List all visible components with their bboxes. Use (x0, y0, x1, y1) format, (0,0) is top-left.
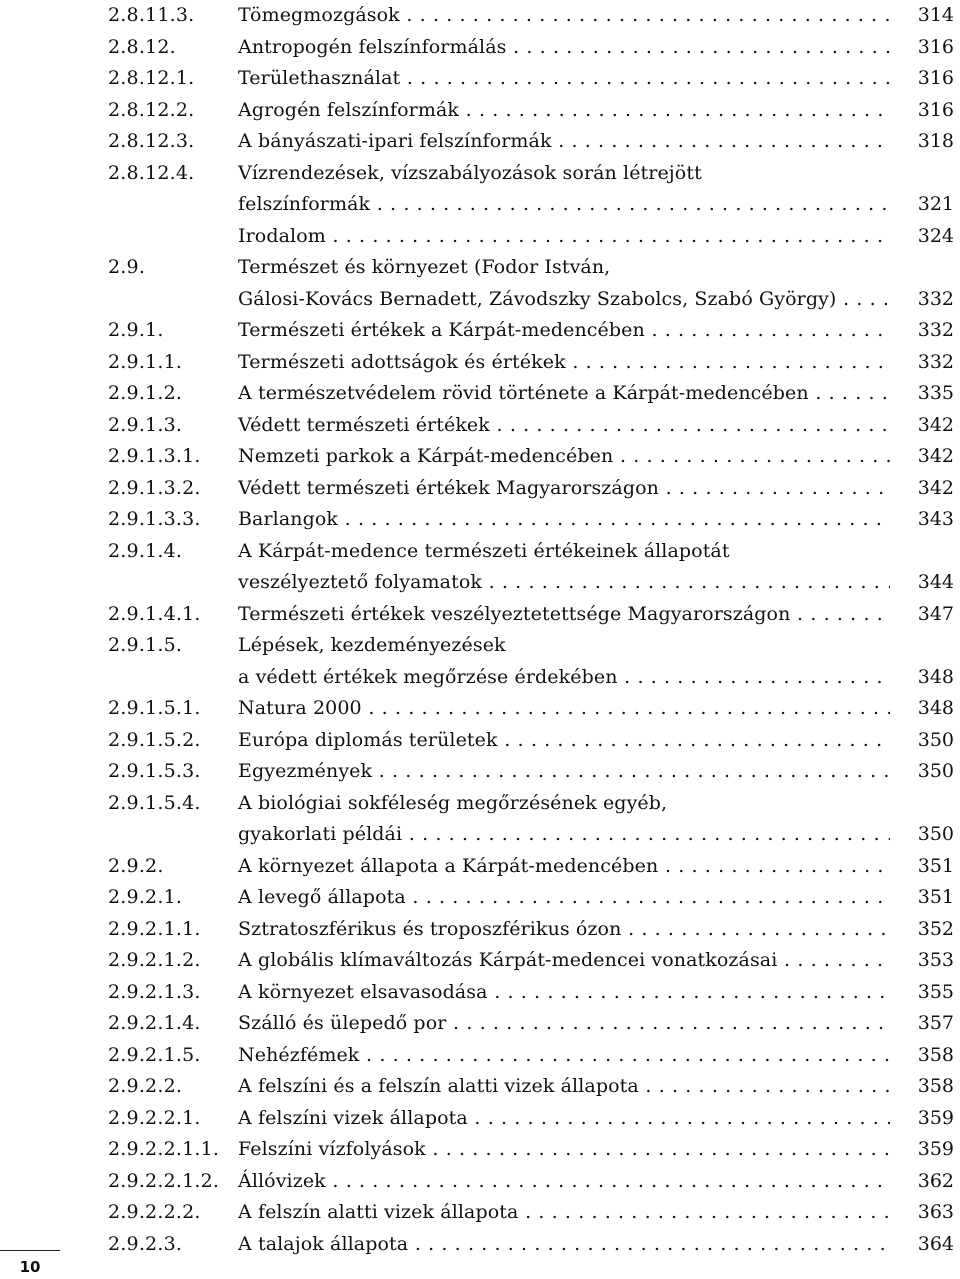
toc-entry (0, 126, 960, 157)
toc-entry (0, 95, 960, 126)
toc-entry-title: Irodalom . . . (238, 221, 890, 252)
toc-entry (0, 1134, 960, 1165)
toc-entry (0, 1166, 960, 1197)
toc-entry-title: A bányászati-ipari felszínformák . . . (238, 126, 890, 157)
toc-entry-title: Területhasználat . . . (238, 63, 890, 94)
toc-entry-title: Természeti adottságok és értékek . . . (238, 347, 890, 378)
toc-entry (0, 1197, 960, 1228)
toc-entry-page: 321 (917, 193, 954, 215)
toc-entry-title: Egyezmények . . . (238, 756, 890, 787)
toc-entry-title: A biológiai sokféleség megőrzésének egyéb, (238, 791, 668, 814)
toc-entry (0, 945, 960, 976)
toc-entry-page: 347 (917, 602, 954, 625)
toc-entry-title: Természeti értékek a Kárpát-medencében . . . (238, 315, 890, 346)
toc-entry (0, 851, 960, 882)
toc-entry-page: 350 (917, 760, 954, 782)
toc-entry-number: 2.8.12. (108, 35, 176, 58)
toc-entry (0, 599, 960, 630)
toc-entry (0, 693, 960, 724)
toc-entry (0, 63, 960, 94)
toc-entry-page: 332 (917, 350, 954, 373)
toc-entry-number: 2.9.2.3. (108, 1232, 183, 1255)
toc-entry-title: A természetvédelem rövid története a Kárpát-medencében . . . (238, 378, 890, 409)
toc-entry-number: 2.9.1. (108, 319, 164, 341)
toc-entry-page: 357 (917, 1012, 954, 1034)
toc-entry (0, 630, 960, 661)
toc-entry-page: 316 (917, 67, 954, 89)
toc-entry-number: 2.9.1.5.3. (108, 760, 201, 782)
toc-entry-page: 318 (917, 130, 954, 152)
toc-entry-title: Védett természeti értékek . . . (238, 410, 890, 441)
toc-entry (0, 378, 960, 409)
toc-entry-title: Agrogén felszínformák . . . (238, 95, 890, 126)
toc-entry (0, 0, 960, 31)
toc-entry-title: Európa diplomás területek . . . (238, 725, 890, 756)
toc-entry-number: 2.8.12.3. (108, 130, 195, 152)
toc-entry-number: 2.9.1.5.4. (108, 791, 201, 814)
toc-entry-page: 342 (917, 476, 954, 499)
toc-entry (0, 1103, 960, 1134)
toc-entry-title: Lépések, kezdeményezések (238, 634, 506, 656)
toc-entry-number: 2.9.1.1. (108, 350, 183, 373)
toc-entry-title: gyakorlati példái . . . (238, 819, 890, 850)
toc-entry-page: 359 (917, 1138, 954, 1160)
toc-entry-page: 351 (917, 854, 954, 877)
toc-entry-page: 353 (917, 949, 954, 971)
toc-entry-page: 358 (917, 1043, 954, 1066)
toc-entry-page: 335 (917, 382, 954, 404)
toc-entry-number: 2.8.12.2. (108, 98, 195, 121)
toc-entry-number: 2.9.1.3.1. (108, 445, 201, 467)
toc-entry-title: A környezet elsavasodása . . . (238, 977, 890, 1008)
toc-entry-page: 348 (917, 665, 954, 688)
toc-entry-number: 2.9.1.5.2. (108, 728, 201, 751)
toc-entry-number: 2.9.1.3.2. (108, 476, 201, 499)
toc-entry (0, 221, 960, 252)
toc-entry-number: 2.9.1.4. (108, 539, 183, 562)
toc-entry-number: 2.9.2.2.1. (108, 1106, 201, 1129)
toc-entry-title: Tömegmozgások . . . (238, 0, 890, 31)
toc-entry (0, 914, 960, 945)
toc-entry (0, 347, 960, 378)
toc-entry-title: Barlangok . . . (238, 504, 890, 535)
toc-entry-page: 364 (917, 1232, 954, 1255)
toc-entry-page: 343 (917, 508, 954, 530)
toc-entry-page: 324 (917, 224, 954, 247)
toc-entry (0, 725, 960, 756)
toc-entry-page: 355 (917, 980, 954, 1003)
toc-entry (0, 441, 960, 472)
toc-entry (0, 882, 960, 913)
toc-entry (0, 504, 960, 535)
toc-entry-number: 2.9. (108, 256, 146, 278)
page-number: 10 (19, 1258, 41, 1276)
toc-entry-page: 342 (917, 445, 954, 467)
toc-entry-title: A levegő állapota . . . (238, 882, 890, 913)
toc-entry (0, 567, 960, 598)
toc-entry (0, 410, 960, 441)
toc-entry (0, 284, 960, 315)
toc-entry-title: Sztratoszférikus és troposzférikus ózon . . . (238, 914, 890, 945)
toc-entry-page: 348 (917, 697, 954, 719)
toc-entry (0, 1229, 960, 1260)
toc-entry-title: Vízrendezések, vízszabályozások során létrejött (238, 161, 702, 184)
toc-entry-title: veszélyeztető folyamatok . . . (238, 567, 890, 598)
toc-entry-number: 2.9.2.2. (108, 1075, 183, 1097)
toc-entry-page: 359 (917, 1106, 954, 1129)
toc-entry-title: Nehézfémek . . . (238, 1040, 890, 1071)
toc-entry (0, 756, 960, 787)
toc-entry-number: 2.9.2.1. (108, 886, 183, 908)
toc-entry-title: A felszíni vizek állapota . . . (238, 1103, 890, 1134)
toc-entry-number: 2.9.2. (108, 854, 164, 877)
toc-entry-number: 2.9.1.4.1. (108, 602, 201, 625)
toc-entry-page: 332 (917, 287, 954, 310)
toc-entry-title: Natura 2000 . . . (238, 693, 890, 724)
toc-entry-page: 352 (917, 917, 954, 940)
toc-entry-page: 363 (917, 1201, 954, 1223)
toc-entry-title: A globális klímaváltozás Kárpát-medencei vonatkozásai . . . (238, 945, 890, 976)
toc-entry (0, 536, 960, 567)
toc-entry-page: 350 (917, 823, 954, 845)
toc-entry-page: 342 (917, 413, 954, 436)
toc-entry (0, 158, 960, 189)
toc-entry-number: 2.8.12.1. (108, 67, 195, 89)
toc-entry (0, 788, 960, 819)
toc-entry-number: 2.9.2.1.1. (108, 917, 201, 940)
toc-entry-title: A felszíni és a felszín alatti vizek állapota . . . (238, 1071, 890, 1102)
toc-entry (0, 1040, 960, 1071)
toc-entry-number: 2.9.1.5. (108, 634, 183, 656)
toc-entry (0, 977, 960, 1008)
toc-entry-number: 2.9.2.1.4. (108, 1012, 201, 1034)
toc-entry (0, 473, 960, 504)
toc-entry-title: A környezet állapota a Kárpát-medencében . . . (238, 851, 890, 882)
toc-entry (0, 819, 960, 850)
toc-entry-page: 358 (917, 1075, 954, 1097)
toc-entry-page: 362 (917, 1169, 954, 1192)
toc-entry-page: 351 (917, 886, 954, 908)
toc-entry-title: A Kárpát-medence természeti értékeinek állapotát (238, 539, 730, 562)
toc-entry (0, 1008, 960, 1039)
toc-entry (0, 252, 960, 283)
toc-entry-title: Védett természeti értékek Magyarországon . . . (238, 473, 890, 504)
toc-entry-number: 2.9.1.3. (108, 413, 183, 436)
toc-entry (0, 32, 960, 63)
toc-entry (0, 189, 960, 220)
toc-entry-number: 2.9.2.2.2. (108, 1201, 201, 1223)
toc-entry-page: 316 (917, 98, 954, 121)
toc-entry-number: 2.8.11.3. (108, 4, 195, 26)
toc-entry (0, 1071, 960, 1102)
toc-entry-number: 2.9.1.2. (108, 382, 183, 404)
toc-entry-title: Felszíni vízfolyások . . . (238, 1134, 890, 1165)
toc-entry-title: Gálosi-Kovács Bernadett, Závodszky Szabolcs, Szabó György) . . . (238, 284, 890, 315)
toc-entry-number: 2.9.2.1.2. (108, 949, 201, 971)
toc-entry-title: Antropogén felszínformálás . . . (238, 32, 890, 63)
toc-entry-title: A talajok állapota . . . (238, 1229, 890, 1260)
toc-entry-page: 316 (917, 35, 954, 58)
toc-entry-page: 314 (917, 4, 954, 26)
toc-entry-title: felszínformák . . . (238, 189, 890, 220)
toc-entry-number: 2.9.2.1.3. (108, 980, 201, 1003)
toc-entry-title: Állóvizek . . . (238, 1166, 890, 1197)
toc-entry-title: Szálló és ülepedő por . . . (238, 1008, 890, 1039)
toc-entry-number: 2.9.2.1.5. (108, 1043, 201, 1066)
toc-entry-title: Természeti értékek veszélyeztetettsége Magyarországon . . . (238, 599, 890, 630)
toc-entry (0, 315, 960, 346)
toc-entry-number: 2.9.2.2.1.2. (108, 1169, 220, 1192)
toc-entry-number: 2.9.2.2.1.1. (108, 1138, 220, 1160)
toc-entry-title: Természet és környezet (Fodor István, (238, 256, 611, 278)
toc-entry-number: 2.9.1.5.1. (108, 697, 201, 719)
toc-entry-page: 350 (917, 728, 954, 751)
toc-entry-title: A felszín alatti vizek állapota . . . (238, 1197, 890, 1228)
toc-entry-page: 332 (917, 319, 954, 341)
toc-entry-number: 2.9.1.3.3. (108, 508, 201, 530)
toc-entry (0, 662, 960, 693)
toc-entry-title: Nemzeti parkok a Kárpát-medencében . . . (238, 441, 890, 472)
toc-entry-number: 2.8.12.4. (108, 161, 195, 184)
toc-entry-title: a védett értékek megőrzése érdekében . . . (238, 662, 890, 693)
toc-entry-page: 344 (917, 571, 954, 593)
